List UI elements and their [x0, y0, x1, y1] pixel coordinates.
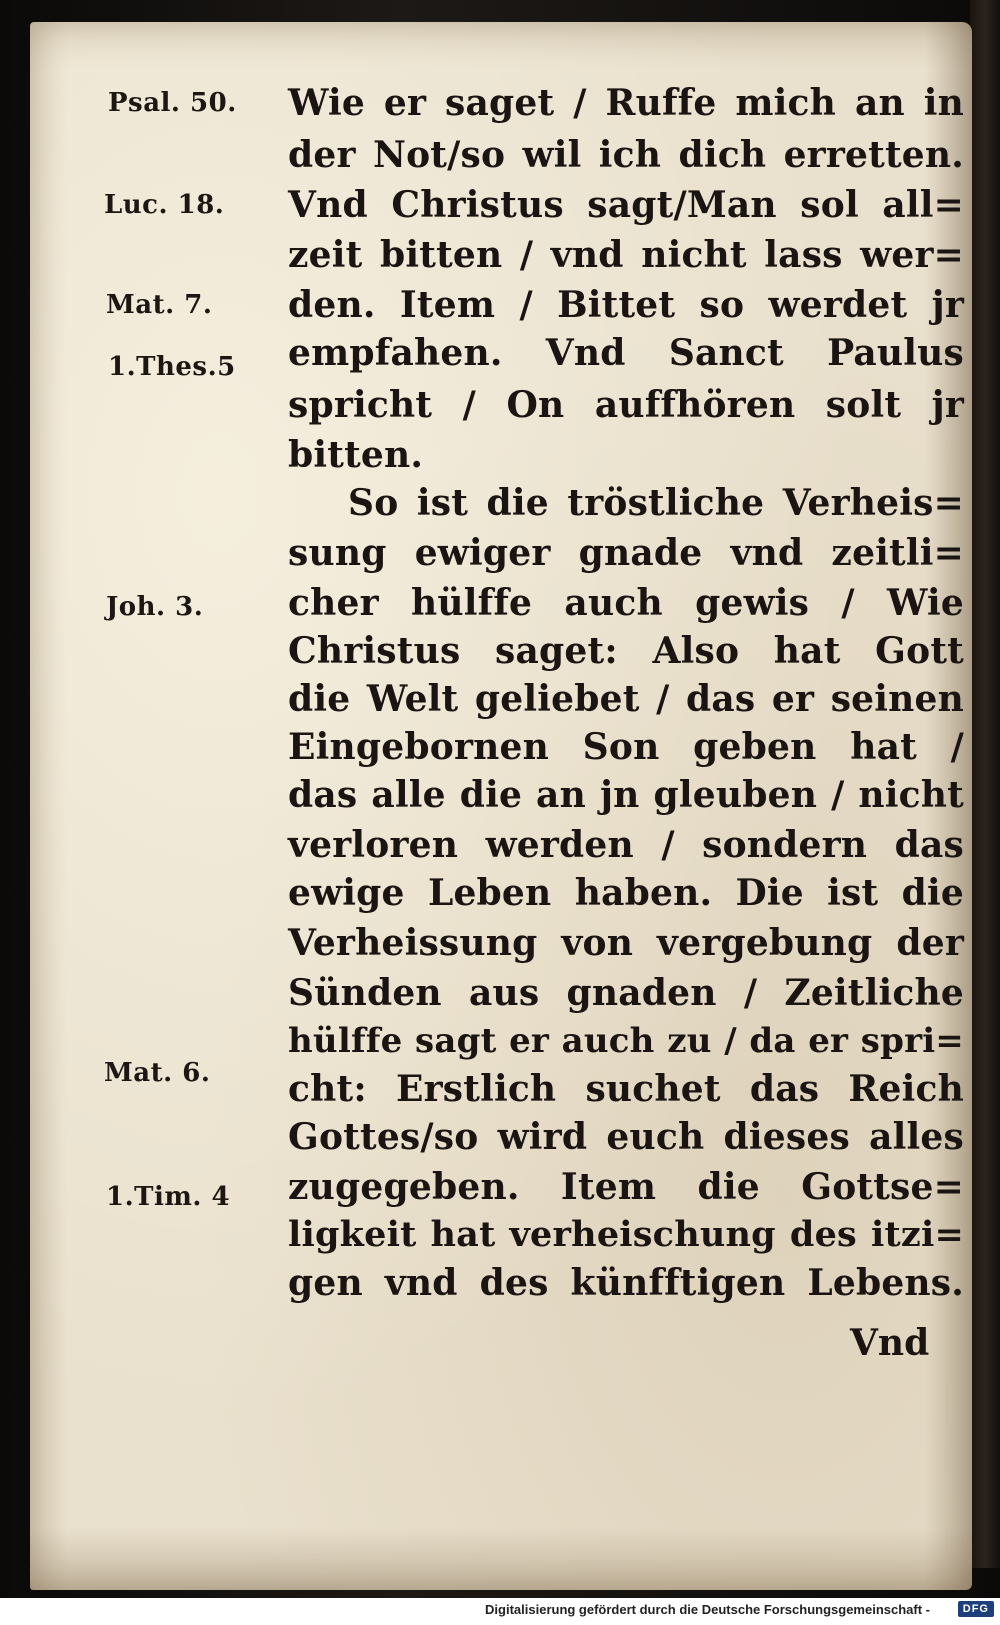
text-line: ewige Leben haben. Die ist die: [288, 872, 964, 914]
text-line: Sünden aus gnaden / Zeitliche: [288, 972, 964, 1014]
funding-credit: Digitalisierung gefördert durch die Deutsche Forschungsgemeinschaft -: [485, 1602, 930, 1617]
text-line: gen vnd des künfftigen Lebens.: [288, 1262, 964, 1304]
text-line: Christus saget: Also hat Gott: [288, 630, 964, 672]
text-line: Eingebornen Son geben hat /: [288, 726, 964, 768]
margin-note-1-tim-4: 1.Tim. 4: [106, 1182, 231, 1212]
margin-note-joh-3: Joh. 3.: [106, 592, 204, 622]
margin-note-mat-7: Mat. 7.: [106, 290, 213, 320]
text-line: bitten.: [288, 434, 424, 476]
margin-note-luc-18: Luc. 18.: [104, 190, 225, 220]
text-line: die Welt geliebet / das er seinen: [288, 678, 964, 720]
digitization-footer: [0, 1598, 1000, 1625]
text-line: spricht / On auffhören solt jr: [288, 384, 964, 426]
text-line: der Not/so wil ich dich erretten.: [288, 134, 964, 176]
text-line: cher hülffe auch gewis / Wie: [288, 582, 964, 624]
text-line: So ist die tröstliche Verheis=: [348, 482, 964, 524]
margin-note-psal-50: Psal. 50.: [108, 88, 237, 118]
text-line: den. Item / Bittet so werdet jr: [288, 284, 964, 326]
margin-note-1-thes-5: 1.Thes.5: [108, 352, 236, 382]
text-line: Wie er saget / Ruffe mich an in: [288, 82, 964, 124]
dfg-logo: DFG: [958, 1601, 994, 1617]
text-line: zugegeben. Item die Gottse=: [288, 1166, 964, 1208]
text-line: verloren werden / sondern das: [288, 824, 964, 866]
text-line: das alle die an jn gleuben / nicht: [288, 774, 964, 816]
text-line: ligkeit hat verheischung des itzi=: [288, 1214, 964, 1255]
text-line: Vnd Christus sagt/Man sol all=: [288, 184, 964, 226]
text-line: empfahen. Vnd Sanct Paulus: [288, 332, 964, 374]
text-line: hülffe sagt er auch zu / da er spri=: [288, 1021, 964, 1061]
text-line: cht: Erstlich suchet das Reich: [288, 1068, 964, 1110]
text-line: zeit bitten / vnd nicht lass wer=: [288, 234, 964, 276]
text-line: Verheissung von vergebung der: [288, 922, 964, 964]
margin-note-mat-6: Mat. 6.: [104, 1058, 211, 1088]
book-edge-shadow: [970, 0, 1000, 1568]
catchword: Vnd: [850, 1322, 930, 1364]
text-line: sung ewiger gnade vnd zeitli=: [288, 532, 964, 574]
book-page: [30, 22, 972, 1590]
text-line: Gottes/so wird euch dieses alles: [288, 1116, 964, 1158]
